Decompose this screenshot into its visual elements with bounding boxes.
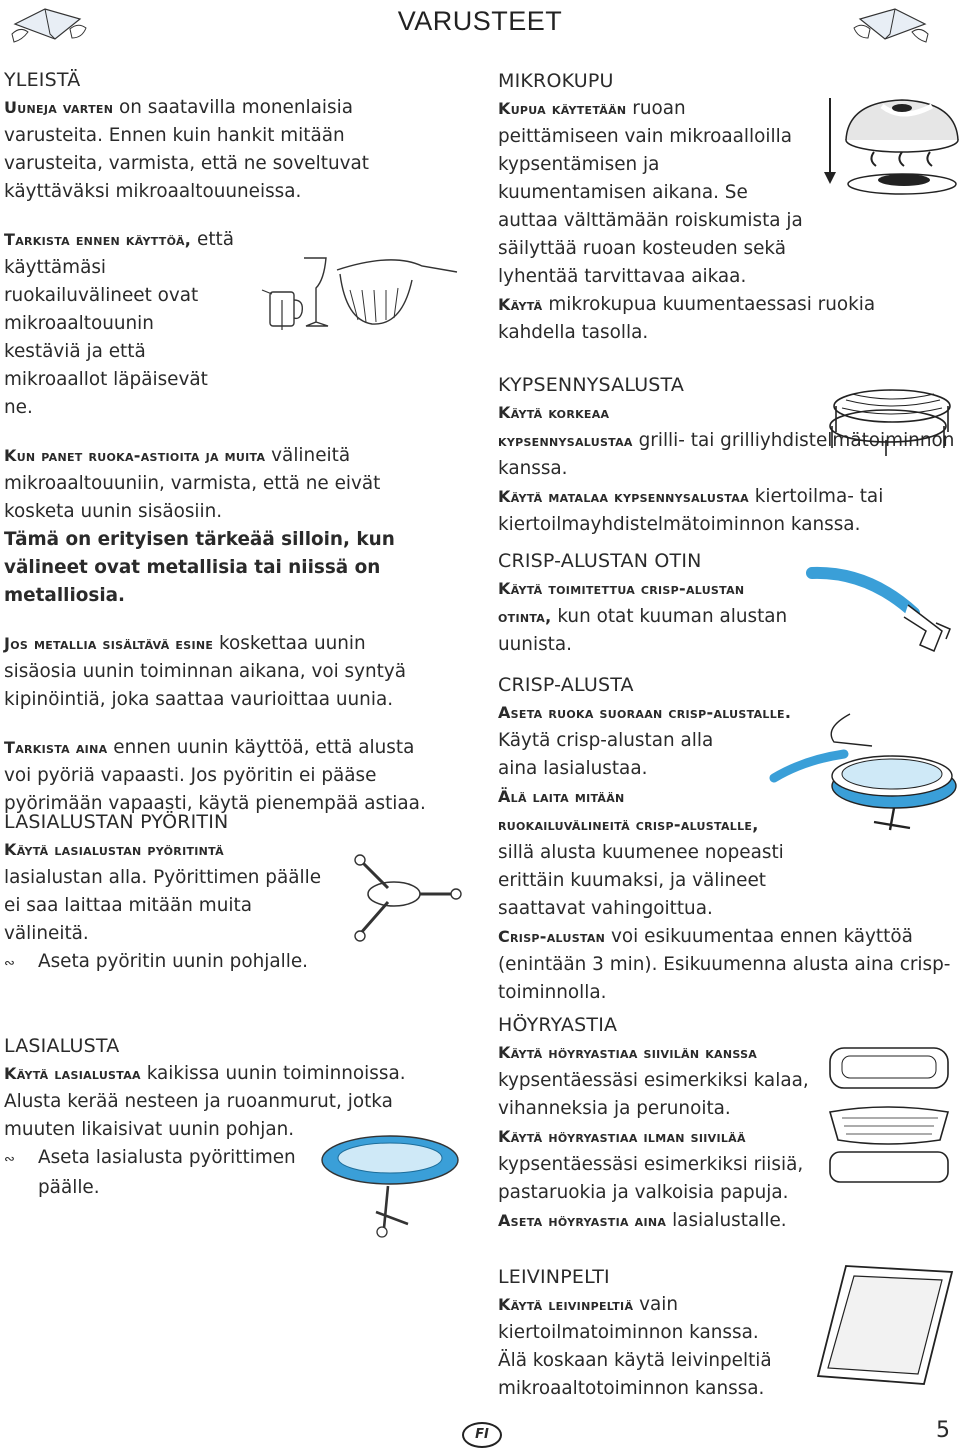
left-column xyxy=(4,66,444,818)
pyoritin-sc: Käytä lasialustan pyöritintä xyxy=(4,840,224,859)
heading-crisp: CRISP-ALUSTA xyxy=(498,674,634,696)
page-number: 5 xyxy=(936,1418,950,1443)
heading-kypsennysalusta: KYPSENNYSALUSTA xyxy=(498,374,685,396)
crisp-sc2b: ruokailuvälineitä crisp-alustalle, xyxy=(498,815,759,834)
pyoritin-bullet: ∾ Aseta pyöritin uunin pohjalle. xyxy=(4,948,444,978)
crisp-sc2: Älä laita mitään xyxy=(498,787,625,806)
heading-lasialusta: LASIALUSTA xyxy=(4,1035,120,1057)
heading-pyoritin: LASIALUSTAN PYÖRITIN xyxy=(4,811,229,833)
mikrokupu-text: Kupua käytetään ruoan peittämiseen vain mikroaalloilla kypsentämisen ja kuumentamisen aikana. Se auttaa välttämään roiskumista ja säilyttää ruoan kosteuden sekä lyhentää tarvittavaa aikaa. xyxy=(498,98,803,287)
crisp-text3: Crisp-alustan voi esikuumentaa ennen käyttöä (enintään 3 min). Esikuumenna alusta aina crisp-toiminnolla. xyxy=(498,926,951,1003)
crisp-text1: Käytä crisp-alustan alla aina lasialustaa. xyxy=(498,730,714,779)
crisp-text2: sillä alusta kuumenee nopeasti erittäin kuumaksi, ja välineet saattavat vahingoittua. xyxy=(498,842,784,919)
yleista-p3: Kun panet ruoka-astioita ja muita välineitä mikroaaltouuniin, varmista, että ne eivät kosketa uunin sisäosiin. xyxy=(4,445,381,522)
language-badge: FI xyxy=(462,1422,502,1448)
wave-bullet-icon: ∾ xyxy=(4,1152,15,1167)
hoyryastia-text1: kypsentäessäsi esimerkiksi kalaa, vihanneksia ja perunoita. xyxy=(498,1070,809,1119)
hoyryastia-sc1: Käytä höyryastiaa siivilän kanssa xyxy=(498,1043,758,1062)
hoyryastia-text2: kypsentäessäsi esimerkiksi riisiä, pastaruokia ja valkoisia papuja. xyxy=(498,1154,804,1203)
yleista-p3-bold: Tämä on erityisen tärkeää silloin, kun välineet ovat metallisia tai niissä on metalliosia. xyxy=(4,529,395,606)
mikrokupu-text2: Käytä mikrokupua kuumentaessasi ruokia kahdella tasolla. xyxy=(498,294,876,343)
kypsennysalusta-text1: kypsennysalustaa grilli- tai grilliyhdistelmätoiminnon kanssa. xyxy=(498,430,955,479)
kypsennysalusta-text2: Käytä matalaa kypsennysalustaa kiertoilma- tai kiertoilmayhdistelmätoiminnon kanssa. xyxy=(498,486,884,535)
wave-bullet-icon: ∾ xyxy=(4,956,15,971)
turntable-roller-illustration xyxy=(352,854,462,946)
crisp-handle-illustration xyxy=(808,565,958,660)
steamer-illustration xyxy=(822,1040,956,1190)
heading-hoyryastia: HÖYRYASTIA xyxy=(498,1014,618,1036)
page-title: VARUSTEET xyxy=(397,6,563,36)
book-hands-icon-right xyxy=(850,4,930,49)
yleista-p5: Tarkista aina ennen uunin käyttöä, että alusta voi pyöriä vapaasti. Jos pyöritin ei pääse pyörimään vapaasti, käytä pienempää astiaa. xyxy=(4,737,426,814)
crisp-plate-illustration xyxy=(764,712,960,840)
lasialusta-bullet2: päälle. xyxy=(38,1177,100,1198)
dishes-illustration xyxy=(262,250,462,340)
crisp-sc1: Aseta ruoka suoraan crisp-alustalle. xyxy=(498,703,792,722)
kypsennysalusta-sc1: Käytä korkeaa xyxy=(498,403,610,422)
glass-tray-illustration xyxy=(318,1132,468,1240)
grill-racks-illustration xyxy=(822,382,956,460)
heading-mikrokupu: MIKROKUPU xyxy=(498,70,614,92)
otin-text: otinta, kun otat kuuman alustan uunista. xyxy=(498,606,788,655)
heading-otin: CRISP-ALUSTAN OTIN xyxy=(498,550,702,572)
microwave-cover-illustration xyxy=(812,92,960,202)
hoyryastia-text3: Aseta höyryastia aina lasialustalle. xyxy=(498,1210,787,1231)
lasialusta-text: Käytä lasialustaa kaikissa uunin toiminnoissa. Alusta kerää nesteen ja ruoanmurut, jotka muuten likaisivat uunin pohjan. xyxy=(4,1063,406,1140)
otin-sc: Käytä toimitettua crisp-alustan xyxy=(498,579,745,598)
yleista-p4: Jos metallia sisältävä esine koskettaa uunin sisäosia uunin toiminnan aikana, voi syntyä kipinöintiä, joka saattaa vaurioittaa uunia. xyxy=(4,633,407,710)
heading-leivinpelti: LEIVINPELTI xyxy=(498,1266,610,1288)
hoyryastia-sc2: Käytä höyryastiaa ilman siivilää xyxy=(498,1127,746,1146)
heading-yleista: YLEISTÄ xyxy=(4,69,81,91)
yleista-p2: Tarkista ennen käyttöä, että käyttämäsi ruokailuvälineet ovat mikroaaltouunin kestäviä ja että mikroaallot läpäisevät ne. xyxy=(4,229,235,418)
leivinpelti-text: Käytä leivinpeltiä vain kiertoilmatoiminnon kanssa. Älä koskaan käytä leivinpeltiä mikroaaltotoiminnon kanssa. xyxy=(498,1294,772,1399)
yleista-p1: Uuneja varten on saatavilla monenlaisia varusteita. Ennen kuin hankit mitään varusteita, varmista, että ne soveltuvat käyttäväksi mikroaaltouuneissa. xyxy=(4,97,369,202)
pyoritin-text: lasialustan alla. Pyörittimen päälle ei saa laittaa mitään muita välineitä. xyxy=(4,867,322,944)
lasialusta-bullet1: ∾ Aseta lasialusta pyörittimen xyxy=(4,1144,449,1174)
baking-tray-illustration xyxy=(812,1260,958,1390)
